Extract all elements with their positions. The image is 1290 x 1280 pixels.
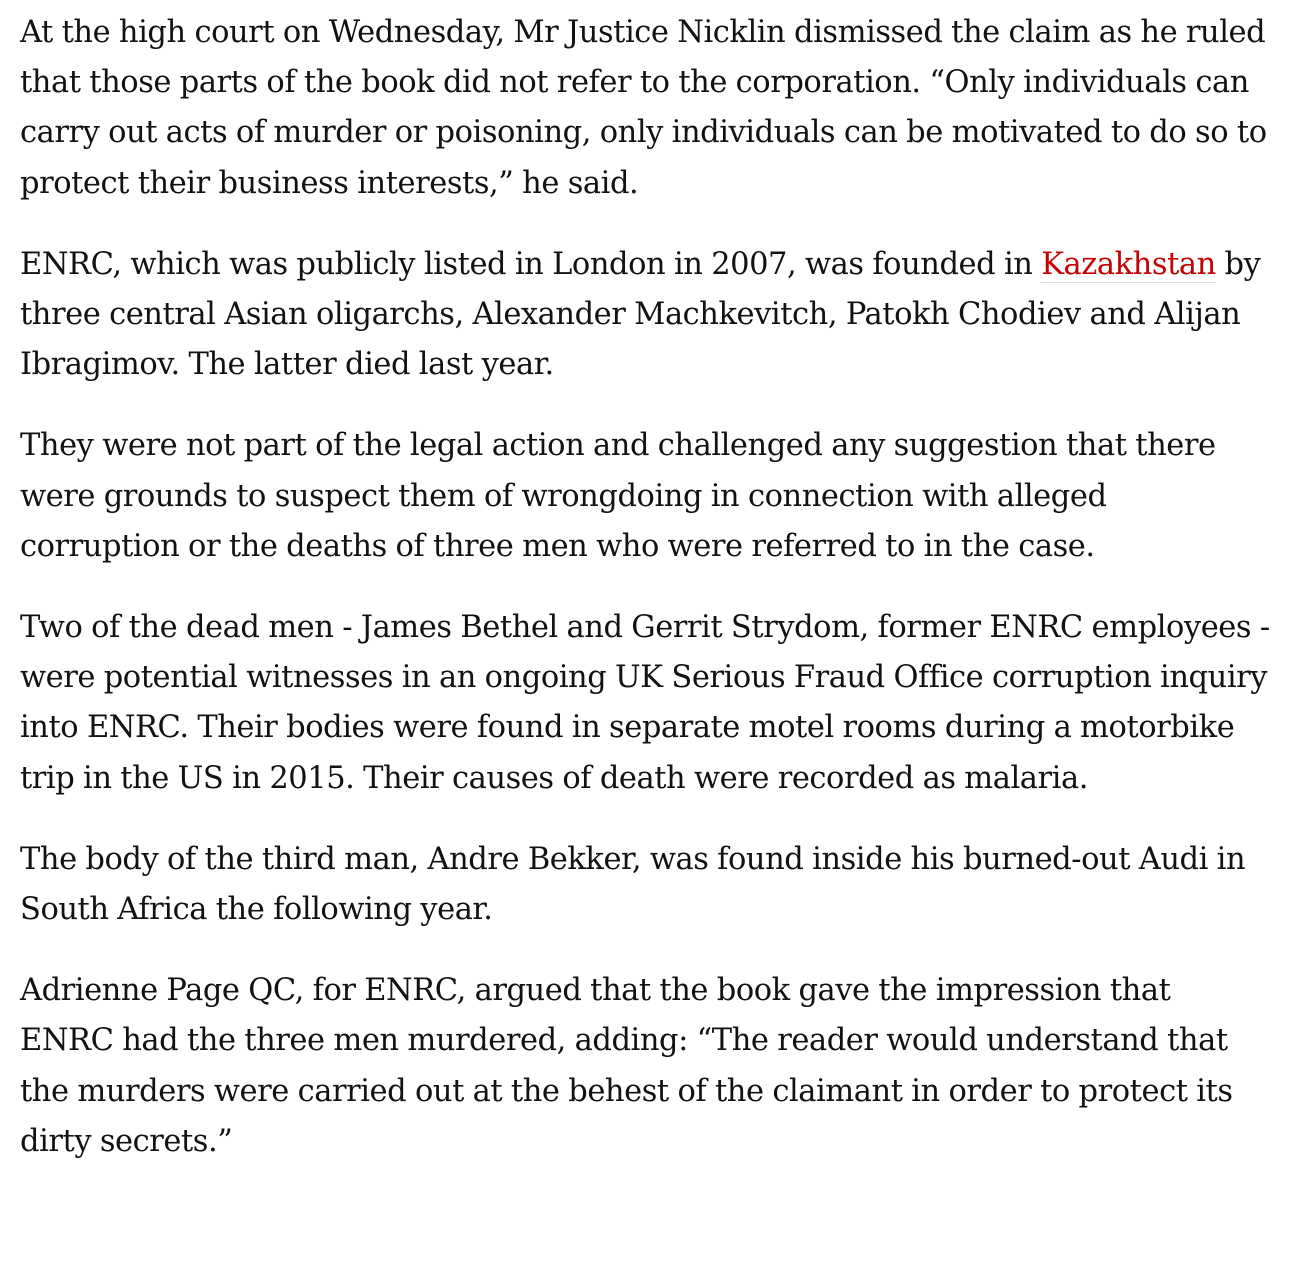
paragraph-argument: Adrienne Page QC, for ENRC, argued that the book gave the impression that ENRC had the three men murdered, adding: “The reader would understand that the murders were carried out at the behest of the claimant in order to protect its dirty secrets.” [20, 973, 1233, 1159]
paragraph-text-after-link: by three central Asian oligarchs, Alexander Machkevitch, Patokh Chodiev and Alijan Ibragimov. The latter died last year. [20, 246, 1261, 383]
paragraph-dead-men: Two of the dead men - James Bethel and Gerrit Strydom, former ENRC employees - were potential witnesses in an ongoing UK Serious Fraud Office corruption inquiry into ENRC. Their bodies were found in separate motel rooms during a motorbike trip in the US in 2015. Their causes of death were recorded as malaria. [20, 610, 1270, 796]
paragraph-ruling: At the high court on Wednesday, Mr Justice Nicklin dismissed the claim as he ruled that those parts of the book did not refer to the corporation. “Only individuals can carry out acts of murder or poisoning, only individuals can be motivated to do so to protect their business interests,” he said. [20, 15, 1267, 201]
paragraph-third-man: The body of the third man, Andre Bekker, was found inside his burned-out Audi in South Africa the following year. [20, 841, 1246, 928]
paragraph-text-before-link: ENRC, which was publicly listed in London in 2007, was founded in [20, 246, 1042, 282]
paragraph-enrc-founding [20, 240, 1270, 391]
paragraph-oligarchs: They were not part of the legal action and challenged any suggestion that there were grounds to suspect them of wrongdoing in connection with alleged corruption or the deaths of three men who were referred to in the case. [20, 428, 1216, 564]
article-body [20, 8, 1270, 1198]
kazakhstan-link[interactable]: Kazakhstan [1041, 246, 1216, 282]
